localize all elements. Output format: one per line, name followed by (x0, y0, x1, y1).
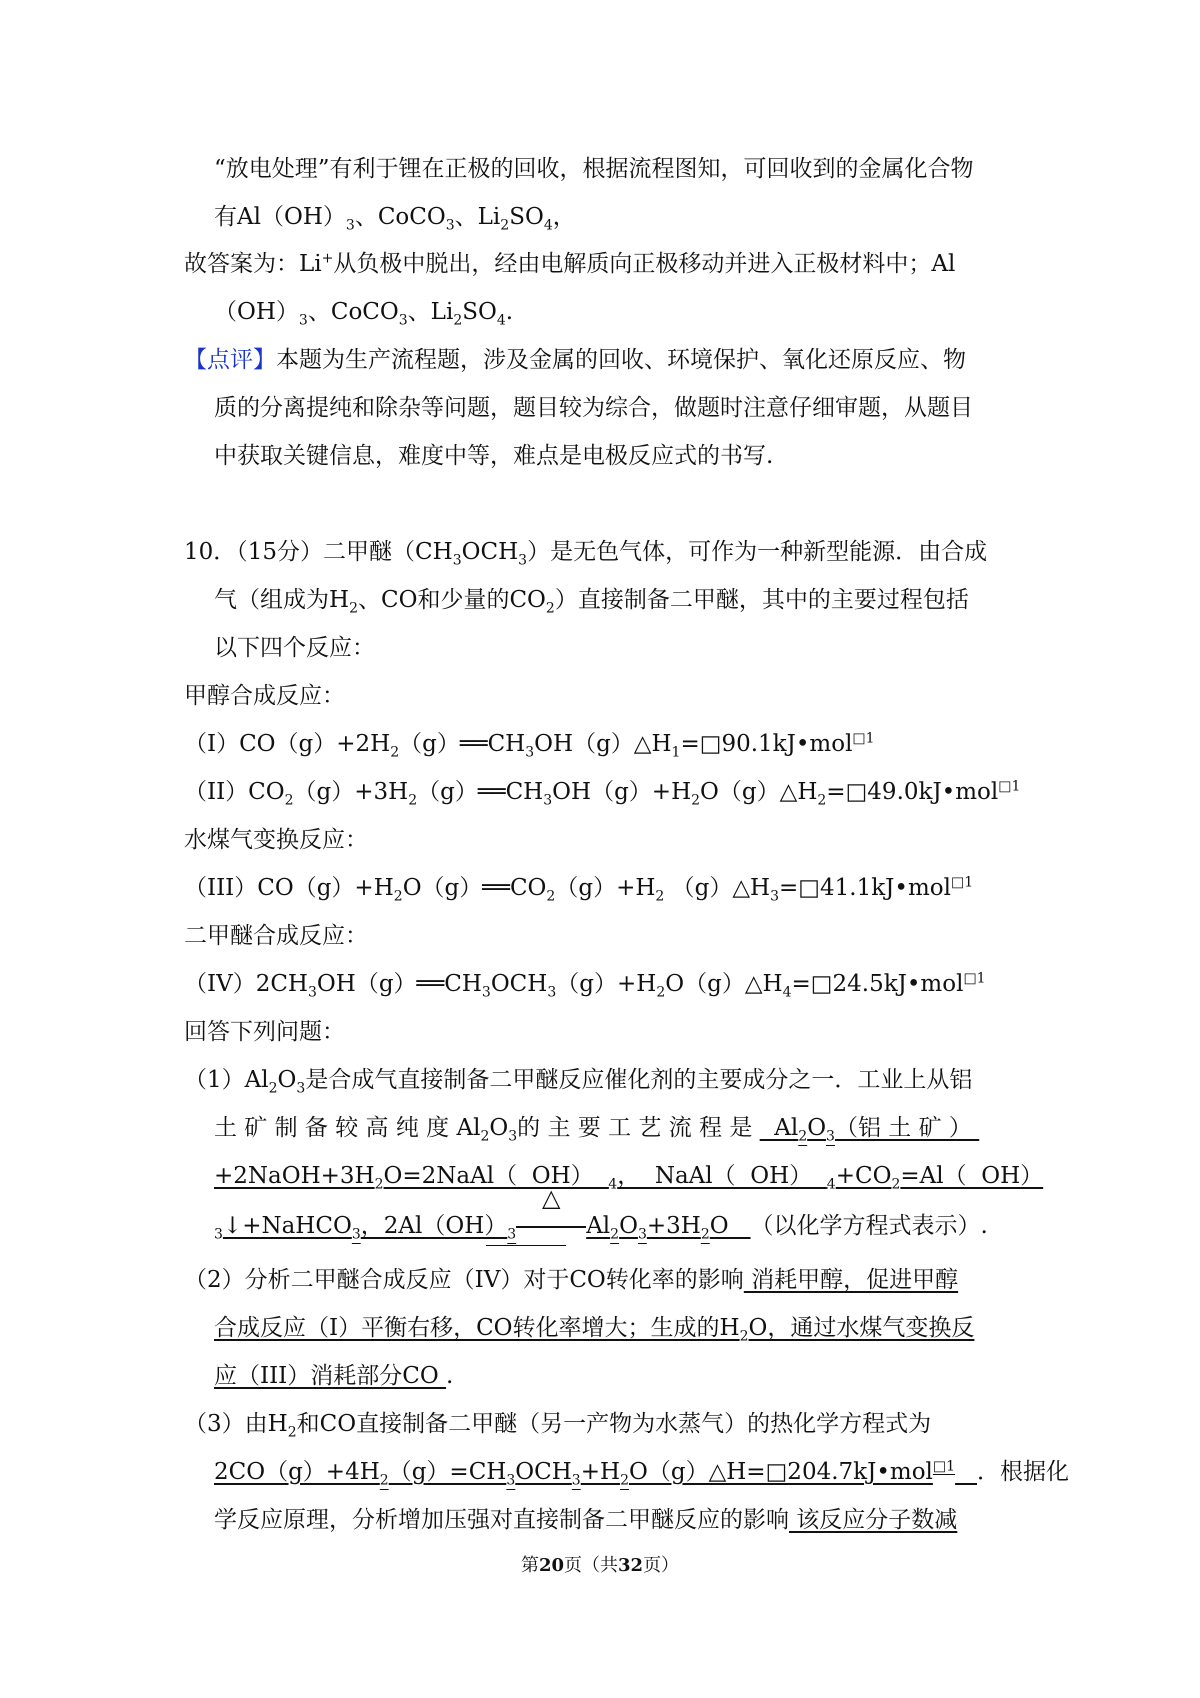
part-1: $(1)Al_2O_3$是合成气直接制备二甲醚反应催化剂的主要成分之一．工业上从铝 (184, 1067, 973, 1097)
reaction-II: $(II)CO_2(g)+3H_2(g)══CH_3OH(g)+H_2O(g)\triangle H_2=□49.0kJ•mol^{□1}$ (184, 778, 1021, 809)
part-2: （2）分析二甲醚合成反应（IV）对于CO转化率的影响 消耗甲醇，促进甲醇 (184, 1267, 959, 1293)
text-line: 中获取关键信息，难度中等，难点是电极反应式的书写. (214, 443, 774, 469)
answer-line: 合成反应（I）平衡右移，CO转化率增大；生成的$H_2O$，通过水煤气变换反 (214, 1315, 975, 1345)
answer-line: $2CO(g)+4H_2(g)=CH_3OCH_3+H_2O(g)\triangle H=□204.7kJ•mol^{□1}$ ．根据化 (214, 1458, 1069, 1489)
text-line: 有$Al(OH)_3$、CoCO$_3$、$Li_2SO_4$， (214, 204, 576, 234)
answer-line: 应（III）消耗部分CO . (214, 1363, 454, 1389)
text-line: 气（组成为$H_2$、CO和少量的$CO_2$）直接制备二甲醚，其中的主要过程包括 (214, 587, 969, 617)
reaction-IV: $(IV)2CH_3OH(g)══CH_3OCH_3(g)+H_2O(g)\triangle H_4=□24.5kJ•mol^{□1}$ (184, 970, 986, 1001)
question-10-stem: 10．（15分）二甲醚$(CH_3OCH_3)$是无色气体，可作为一种新型能源．由合成 (184, 539, 988, 569)
comment-line: 【点评】本题为生产流程题，涉及金属的回收、环境保护、氧化还原反应、物 (184, 347, 966, 373)
section-heading: 水煤气变换反应： (184, 827, 368, 853)
text-line: 以下四个反应： (214, 635, 375, 661)
section-heading: 甲醇合成反应： (184, 683, 345, 709)
text-line: 土 矿 制 备 较 高 纯 度 $Al_2O_3$的 主 要 工 艺 流 程 是 $Al_2O_3$（铝 土 矿 ） (214, 1115, 980, 1145)
comment-tag: 【点评】 (184, 347, 276, 373)
heat-symbol-icon: △ (516, 1210, 586, 1242)
answer-line: $+2NaOH+3H_2O=2NaAl$（ OH） $_4$， NaAl（ OH） $_4+CO_2=Al$（ OH） (214, 1163, 1044, 1193)
text-line: $(OH)_3$、CoCO$_3$、$Li_2SO_4$. (214, 299, 514, 329)
section-heading: 回答下列问题： (184, 1019, 345, 1045)
text-line: “放电处理”有利于锂在正极的回收，根据流程图知，可回收到的金属化合物 (214, 156, 974, 182)
answer-line: $_3$↓+NaHCO$_3$，$2Al(OH)_3$ △ $Al_2O_3+3H_2O$ （以化学方程式表示）. (214, 1184, 988, 1243)
text-line: 故答案为：Li+从负极中脱出，经由电解质向正极移动并进入正极材料中；Al (184, 250, 956, 277)
divider (486, 1245, 566, 1246)
text-line: 学反应原理，分析增加压强对直接制备二甲醚反应的影响 该反应分子数减 (214, 1507, 958, 1533)
text-line: 质的分离提纯和除杂等问题，题目较为综合，做题时注意仔细审题，从题目 (214, 395, 973, 421)
part-3: （3）由$H_2$和CO直接制备二甲醚（另一产物为水蒸气）的热化学方程式为 (184, 1411, 932, 1441)
page-footer: 第20页（共32页） (520, 1555, 680, 1576)
reaction-III: $(III)CO(g)+H_2O(g)══CO_2(g)+H_2$ $(g)\triangle H_3=□41.1kJ•mol^{□1}$ (184, 874, 974, 905)
section-heading: 二甲醚合成反应： (184, 923, 368, 949)
reaction-I: $(I)CO(g)+2H_2(g)══CH_3OH(g)\triangle H_1=□90.1kJ•mol^{□1}$ (184, 730, 875, 761)
